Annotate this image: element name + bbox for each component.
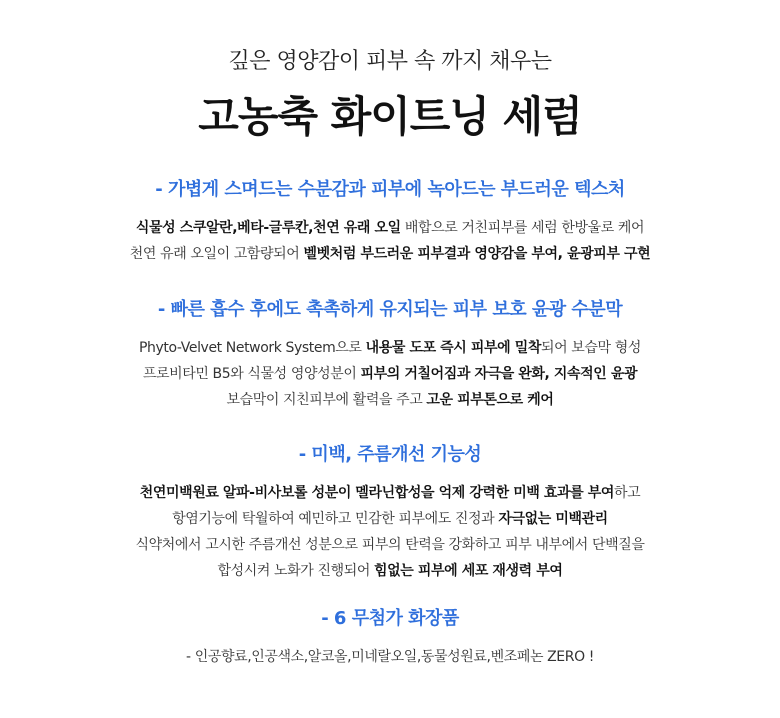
bold-text: 피부의 거칠어짐과 자극을 완화, 지속적인 윤광	[360, 366, 638, 382]
body-text: 항염기능에 탁월하여 예민하고 민감한 피부에도 진정과	[172, 511, 499, 527]
body-line	[0, 532, 780, 558]
body-text: 하고	[614, 485, 641, 501]
body-text: 배합으로 거친피부를 세럼 한방울로 케어	[400, 220, 645, 236]
body-line	[0, 361, 780, 387]
body-text: 되어 보습막 형성	[541, 340, 641, 356]
section-heading: - 빠른 흡수 후에도 촉촉하게 유지되는 피부 보호 윤광 수분막	[157, 299, 623, 320]
body-line	[0, 387, 780, 413]
section-texture	[0, 175, 780, 267]
bold-text: 식물성 스쿠알란,베타-글루칸,천연 유래 오일	[135, 220, 401, 236]
body-text: 천연 유래 오일이 고함량되어	[129, 246, 304, 262]
section-heading: - 가볍게 스며드는 수분감과 피부에 녹아드는 부드러운 텍스처	[155, 179, 625, 200]
body-text: 합성시켜 노화가 진행되어	[217, 563, 374, 579]
body-text: Phyto-Velvet Network System으로	[139, 340, 366, 356]
page-title: 고농축 화이트닝 세럼	[198, 92, 582, 141]
body-text: 보습막이 지친피부에 활력을 주고	[226, 392, 427, 408]
bold-text: 천연미백원료 알파-비사보롤 성분이 멜라닌합성을 억제 강력한 미백 효과를 부여	[139, 485, 615, 501]
body-text: 프로비타민 B5와 식물성 영양성분이	[142, 366, 361, 382]
body-line	[0, 335, 780, 361]
body-line	[0, 558, 780, 584]
bold-text: 내용물 도포 즉시 피부에 밀착	[365, 340, 541, 356]
body-line	[0, 241, 780, 267]
bold-text: 벨벳처럼 부드러운 피부결과 영양감을 부여, 윤광피부 구현	[303, 246, 651, 262]
section-heading: - 6 무첨가 화장품	[321, 608, 459, 629]
bold-text: 고운 피부톤으로 케어	[426, 392, 554, 408]
section-body	[0, 335, 780, 413]
bold-text: 자극없는 미백관리	[498, 511, 608, 527]
section-heading: - 미백, 주름개선 기능성	[298, 444, 482, 465]
body-text: 식약처에서 고시한 주름개선 성분으로 피부의 탄력을 강화하고 피부 내부에서 단백질을	[135, 537, 645, 553]
section-moisture-barrier	[0, 295, 780, 413]
page-subtitle: 깊은 영양감이 피부 속 까지 채우는	[228, 49, 552, 74]
body-text: - 인공향료,인공색소,알코올,미네랄오일,동물성원료,벤조페논 ZERO !	[186, 649, 594, 665]
body-line	[0, 506, 780, 532]
section-whitening-wrinkle	[0, 440, 780, 584]
body-line	[0, 480, 780, 506]
section-body	[0, 480, 780, 584]
section-body	[0, 644, 780, 670]
bold-text: 힘없는 피부에 세포 재생력 부여	[374, 563, 563, 579]
body-line	[0, 644, 780, 670]
body-line	[0, 215, 780, 241]
section-six-free	[0, 604, 780, 670]
section-body	[0, 215, 780, 267]
